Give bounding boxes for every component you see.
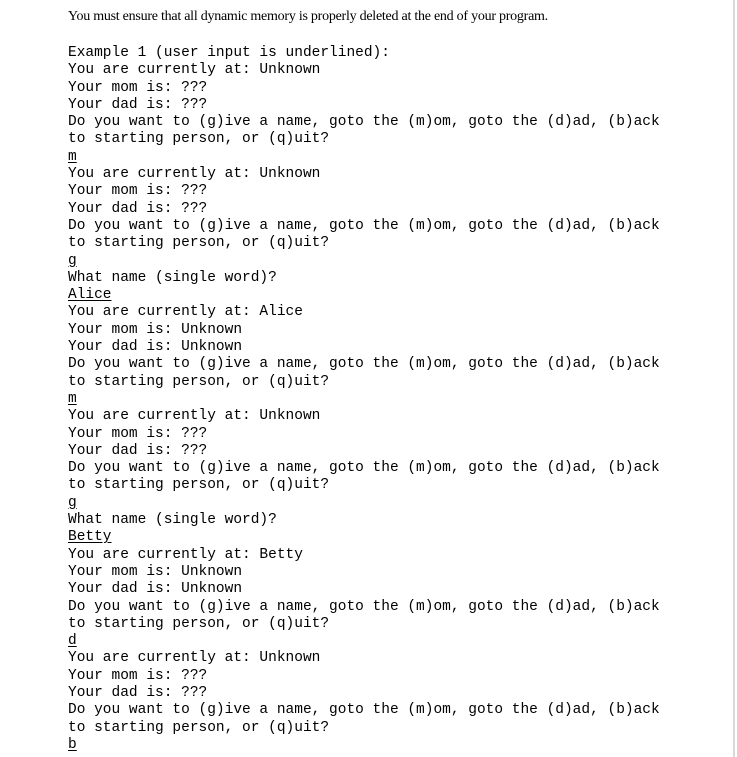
output-line: You are currently at: Unknown [68, 166, 321, 183]
output-line: Your mom is: ??? [68, 667, 208, 684]
output-line: What name (single word)? [68, 512, 277, 529]
output-line: Your dad is: ??? [68, 442, 208, 459]
output-line: Your mom is: ??? [68, 79, 208, 96]
output-line: Your mom is: ??? [68, 183, 208, 200]
output-line: Do you want to (g)ive a name, goto the (m)om, goto the (d)ad, (b)ack [68, 598, 660, 615]
output-line: You are currently at: Betty [68, 546, 303, 563]
output-line: Your mom is: Unknown [68, 563, 243, 580]
output-line: Do you want to (g)ive a name, goto the (m)om, goto the (d)ad, (b)ack [68, 702, 660, 719]
user-input-line: m [68, 148, 77, 165]
user-input-line: g [68, 494, 77, 511]
output-line: Your dad is: ??? [68, 684, 208, 701]
output-line: Example 1 (user input is underlined): [68, 45, 390, 61]
output-line: Your dad is: Unknown [68, 339, 243, 356]
output-line: What name (single word)? [68, 269, 277, 286]
output-line: to starting person, or (q)uit? [68, 719, 330, 736]
output-line: You are currently at: Unknown [68, 62, 321, 79]
output-line: to starting person, or (q)uit? [68, 235, 330, 252]
output-line: Your dad is: Unknown [68, 581, 243, 598]
output-line: You are currently at: Unknown [68, 650, 321, 667]
user-input-line: g [68, 252, 77, 269]
output-line: Your dad is: ??? [68, 96, 208, 113]
output-line: Your mom is: ??? [68, 425, 208, 442]
user-input-line: Betty [68, 529, 112, 546]
output-line: Do you want to (g)ive a name, goto the (m)om, goto the (d)ad, (b)ack [68, 356, 660, 373]
output-line: Do you want to (g)ive a name, goto the (m)om, goto the (d)ad, (b)ack [68, 217, 660, 234]
user-input-line: d [68, 633, 77, 650]
output-line: Do you want to (g)ive a name, goto the (m)om, goto the (d)ad, (b)ack [68, 460, 660, 477]
output-line: Your dad is: ??? [68, 200, 208, 217]
user-input-line: Alice [68, 287, 112, 304]
output-line: to starting person, or (q)uit? [68, 615, 330, 632]
user-input-line: b [68, 736, 77, 753]
intro-paragraph: You must ensure that all dynamic memory is properly deleted at the end of your program. [68, 9, 548, 24]
output-line: to starting person, or (q)uit? [68, 477, 330, 494]
output-line: to starting person, or (q)uit? [68, 373, 330, 390]
output-line: You are currently at: Alice [68, 304, 303, 321]
output-line: Do you want to (g)ive a name, goto the (m)om, goto the (d)ad, (b)ack [68, 114, 660, 131]
user-input-line: m [68, 390, 77, 407]
output-line: You are currently at: Unknown [68, 408, 321, 425]
output-line: to starting person, or (q)uit? [68, 131, 330, 148]
output-line: Your mom is: Unknown [68, 321, 243, 338]
example-transcript [68, 45, 660, 754]
